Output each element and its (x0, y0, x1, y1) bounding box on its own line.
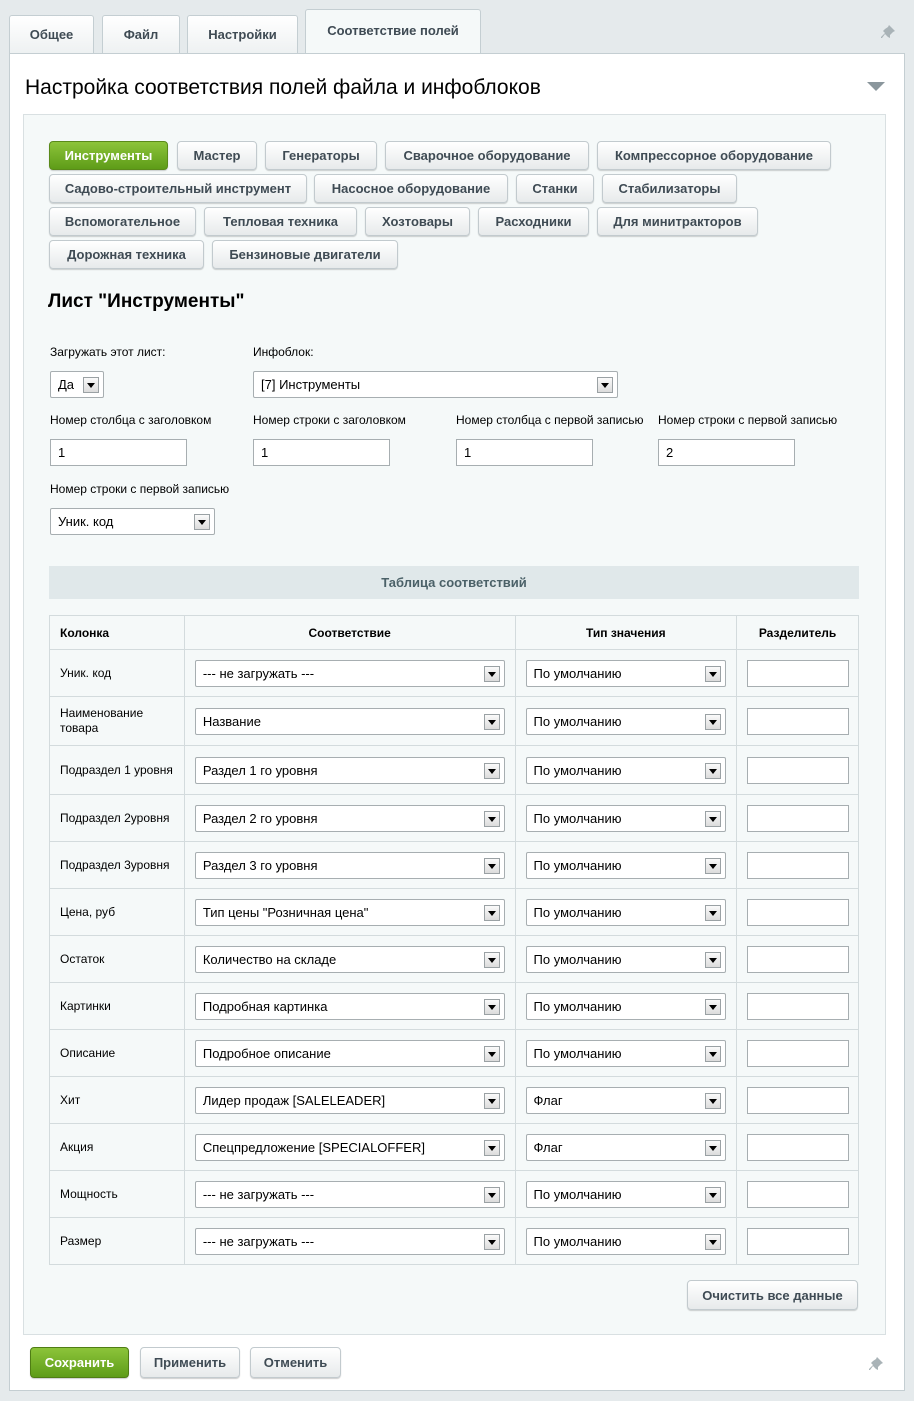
column-header-mapping: Соответствие (184, 616, 515, 650)
separator-input[interactable] (747, 899, 849, 926)
mapping-value: Подробная картинка (202, 998, 328, 1014)
value-type-value: По умолчанию (533, 713, 622, 729)
mapping-table-caption: Таблица соответствий (49, 566, 859, 599)
column-name-cell: Уник. код (50, 650, 185, 697)
separator-cell (737, 1218, 859, 1265)
value-type-select[interactable] (526, 993, 727, 1020)
sheet-button-instruments[interactable]: Инструменты (49, 141, 168, 170)
column-name-cell: Остаток (50, 936, 185, 983)
value-type-value: По умолчанию (533, 762, 622, 778)
mapping-select[interactable] (195, 852, 505, 879)
type-cell (515, 1124, 737, 1171)
chevron-down-icon[interactable] (484, 666, 500, 682)
key-field-value: Уник. код (58, 514, 114, 529)
column-name-cell: Подраздел 2уровня (50, 795, 185, 842)
type-cell (515, 1030, 737, 1077)
value-type-value: По умолчанию (533, 1186, 622, 1202)
value-type-select[interactable] (526, 1228, 727, 1255)
chevron-down-icon[interactable] (194, 514, 210, 530)
value-type-select[interactable] (526, 660, 727, 687)
separator-cell (737, 795, 859, 842)
mapping-select[interactable] (195, 946, 505, 973)
value-type-select[interactable] (526, 899, 727, 926)
load-sheet-value: Да (58, 377, 75, 392)
chevron-down-icon[interactable] (484, 858, 500, 874)
column-header-column: Колонка (50, 616, 185, 650)
chevron-down-icon[interactable] (705, 1140, 721, 1156)
separator-cell (737, 889, 859, 936)
type-cell (515, 1077, 737, 1124)
column-name-cell: Мощность (50, 1171, 185, 1218)
value-type-select[interactable] (526, 757, 727, 784)
mapping-cell (184, 795, 515, 842)
separator-input[interactable] (747, 805, 849, 832)
table-row (50, 983, 859, 1030)
collapse-arrow-icon[interactable] (867, 82, 885, 91)
iblock-select[interactable] (253, 371, 618, 398)
table-row (50, 697, 859, 746)
type-cell (515, 936, 737, 983)
separator-cell (737, 1030, 859, 1077)
mapping-table (49, 615, 859, 1265)
separator-input[interactable] (747, 1228, 849, 1255)
separator-cell (737, 1124, 859, 1171)
separator-cell (737, 842, 859, 889)
sheet-button-pumps[interactable]: Насосное оборудование (314, 174, 508, 203)
column-name-cell: Описание (50, 1030, 185, 1077)
mapping-value: Тип цены "Розничная цена" (202, 904, 369, 920)
separator-input[interactable] (747, 1181, 849, 1208)
panel-title: Настройка соответствия полей файла и инфоблоков (25, 76, 541, 99)
table-row (50, 889, 859, 936)
separator-input[interactable] (747, 946, 849, 973)
tab-file[interactable]: Файл (102, 15, 180, 53)
mapping-cell (184, 1218, 515, 1265)
iblock-label: Инфоблок: (253, 345, 314, 359)
sheet-button-master[interactable]: Мастер (177, 141, 257, 170)
value-type-value: Флаг (533, 1139, 563, 1155)
column-name-cell: Цена, руб (50, 889, 185, 936)
separator-cell (737, 746, 859, 795)
pin-icon[interactable] (868, 1356, 884, 1372)
mapping-cell (184, 983, 515, 1030)
chevron-down-icon[interactable] (705, 905, 721, 921)
value-type-value: По умолчанию (533, 810, 622, 826)
chevron-down-icon[interactable] (597, 377, 613, 393)
chevron-down-icon[interactable] (705, 1234, 721, 1250)
mapping-cell (184, 1171, 515, 1218)
separator-cell (737, 1077, 859, 1124)
mapping-select[interactable] (195, 993, 505, 1020)
mapping-value: Спецпредложение [SPECIALOFFER] (202, 1139, 425, 1155)
column-header-type: Тип значения (515, 616, 737, 650)
sheet-button-engines[interactable]: Бензиновые двигатели (212, 240, 398, 269)
sheet-button-machines[interactable]: Станки (516, 174, 594, 203)
value-type-value: По умолчанию (533, 1045, 622, 1061)
cancel-button[interactable]: Отменить (250, 1347, 341, 1378)
value-type-select[interactable] (526, 805, 727, 832)
table-row (50, 1218, 859, 1265)
mapping-value: Подробное описание (202, 1045, 331, 1061)
save-button[interactable]: Сохранить (30, 1347, 129, 1378)
chevron-down-icon[interactable] (705, 1046, 721, 1062)
sheet-button-welding[interactable]: Сварочное оборудование (385, 141, 589, 170)
mapping-cell (184, 650, 515, 697)
separator-cell (737, 697, 859, 746)
type-cell (515, 1171, 737, 1218)
separator-input[interactable] (747, 993, 849, 1020)
value-type-select[interactable] (526, 1040, 727, 1067)
separator-cell (737, 983, 859, 1030)
mapping-cell (184, 1077, 515, 1124)
chevron-down-icon[interactable] (484, 714, 500, 730)
chevron-down-icon[interactable] (484, 1093, 500, 1109)
separator-input[interactable] (747, 852, 849, 879)
chevron-down-icon[interactable] (705, 1187, 721, 1203)
sheet-button-stabilizers[interactable]: Стабилизаторы (602, 174, 737, 203)
column-name-cell: Наименование товара (50, 697, 185, 746)
sheet-button-consumables[interactable]: Расходники (478, 207, 589, 236)
tab-field-mapping[interactable]: Соответствие полей (305, 9, 481, 54)
table-row (50, 795, 859, 842)
column-name-cell: Подраздел 1 уровня (50, 746, 185, 795)
mapping-select[interactable] (195, 757, 505, 784)
column-name-cell: Картинки (50, 983, 185, 1030)
load-sheet-label: Загружать этот лист: (50, 345, 166, 359)
mapping-select[interactable] (195, 805, 505, 832)
value-type-value: По умолчанию (533, 857, 622, 873)
chevron-down-icon[interactable] (484, 952, 500, 968)
type-cell (515, 889, 737, 936)
table-row (50, 936, 859, 983)
value-type-select[interactable] (526, 1087, 727, 1114)
column-header-separator: Разделитель (737, 616, 859, 650)
value-type-value: По умолчанию (533, 951, 622, 967)
header-row-input[interactable]: 1 (253, 439, 390, 466)
separator-cell (737, 936, 859, 983)
chevron-down-icon[interactable] (705, 952, 721, 968)
header-col-label: Номер столбца с заголовком (50, 413, 212, 427)
header-row-label: Номер строки с заголовком (253, 413, 406, 427)
type-cell (515, 842, 737, 889)
first-row-label: Номер строки с первой записью (658, 413, 838, 427)
column-name-cell: Акция (50, 1124, 185, 1171)
separator-input[interactable] (747, 708, 849, 735)
key-field-select[interactable] (50, 508, 215, 535)
apply-button[interactable]: Применить (140, 1347, 240, 1378)
separator-input[interactable] (747, 1040, 849, 1067)
type-cell (515, 650, 737, 697)
first-col-input[interactable]: 1 (456, 439, 593, 466)
first-row-input[interactable]: 2 (658, 439, 795, 466)
chevron-down-icon[interactable] (484, 1046, 500, 1062)
mapping-value: --- не загружать --- (202, 1233, 315, 1249)
mapping-value: Название (202, 713, 261, 729)
chevron-down-icon[interactable] (705, 811, 721, 827)
table-row (50, 1124, 859, 1171)
mapping-value: Раздел 3 го уровня (202, 857, 318, 873)
mapping-value: Раздел 1 го уровня (202, 762, 318, 778)
sheet-title: Лист "Инструменты" (48, 291, 245, 312)
chevron-down-icon[interactable] (484, 763, 500, 779)
value-type-value: По умолчанию (533, 998, 622, 1014)
separator-cell (737, 650, 859, 697)
separator-input[interactable] (747, 1087, 849, 1114)
table-row (50, 1030, 859, 1077)
chevron-down-icon[interactable] (705, 858, 721, 874)
chevron-down-icon[interactable] (705, 763, 721, 779)
mapping-value: Количество на складе (202, 951, 337, 967)
value-type-value: По умолчанию (533, 904, 622, 920)
mapping-select[interactable] (195, 660, 505, 687)
chevron-down-icon[interactable] (705, 999, 721, 1015)
sheet-button-heat[interactable]: Тепловая техника (204, 207, 357, 236)
sheet-button-compressors[interactable]: Компрессорное оборудование (597, 141, 831, 170)
chevron-down-icon[interactable] (705, 714, 721, 730)
type-cell (515, 746, 737, 795)
value-type-value: По умолчанию (533, 665, 622, 681)
separator-input[interactable] (747, 757, 849, 784)
type-cell (515, 795, 737, 842)
mapping-value: Лидер продаж [SALELEADER] (202, 1092, 386, 1108)
mapping-select[interactable] (195, 1134, 505, 1161)
mapping-select[interactable] (195, 1181, 505, 1208)
mapping-value: --- не загружать --- (202, 665, 315, 681)
separator-input[interactable] (747, 1134, 849, 1161)
clear-all-button[interactable]: Очистить все данные (687, 1280, 858, 1310)
column-name-cell: Хит (50, 1077, 185, 1124)
sheet-button-household[interactable]: Хозтовары (365, 207, 470, 236)
load-sheet-select[interactable] (50, 371, 104, 398)
column-name-cell: Подраздел 3уровня (50, 842, 185, 889)
tab-settings[interactable]: Настройки (187, 15, 298, 53)
table-row (50, 1077, 859, 1124)
sheet-button-garden[interactable]: Садово-строительный инструмент (49, 174, 307, 203)
value-type-select[interactable] (526, 946, 727, 973)
mapping-select[interactable] (195, 1087, 505, 1114)
value-type-select[interactable] (526, 1181, 727, 1208)
chevron-down-icon[interactable] (484, 999, 500, 1015)
mapping-cell (184, 1124, 515, 1171)
mapping-select[interactable] (195, 708, 505, 735)
type-cell (515, 983, 737, 1030)
table-row (50, 1171, 859, 1218)
column-name-cell: Размер (50, 1218, 185, 1265)
chevron-down-icon[interactable] (705, 1093, 721, 1109)
type-cell (515, 697, 737, 746)
chevron-down-icon[interactable] (705, 666, 721, 682)
first-col-label: Номер столбца с первой записью (456, 413, 644, 427)
mapping-cell (184, 889, 515, 936)
type-cell (515, 1218, 737, 1265)
value-type-select[interactable] (526, 852, 727, 879)
sheet-button-auxiliary[interactable]: Вспомогательное (49, 207, 196, 236)
mapping-cell (184, 746, 515, 795)
chevron-down-icon[interactable] (484, 811, 500, 827)
chevron-down-icon[interactable] (83, 377, 99, 393)
mapping-cell (184, 936, 515, 983)
chevron-down-icon[interactable] (484, 1187, 500, 1203)
mapping-cell (184, 1030, 515, 1077)
key-field-label: Номер строки с первой записью (50, 482, 230, 496)
separator-input[interactable] (747, 660, 849, 687)
value-type-value: По умолчанию (533, 1233, 622, 1249)
mapping-select[interactable] (195, 1040, 505, 1067)
chevron-down-icon[interactable] (484, 905, 500, 921)
sheet-button-generators[interactable]: Генераторы (265, 141, 377, 170)
value-type-select[interactable] (526, 1134, 727, 1161)
chevron-down-icon[interactable] (484, 1234, 500, 1250)
header-col-input[interactable]: 1 (50, 439, 187, 466)
mapping-value: --- не загружать --- (202, 1186, 315, 1202)
mapping-select[interactable] (195, 1228, 505, 1255)
mapping-value: Раздел 2 го уровня (202, 810, 318, 826)
table-row (50, 650, 859, 697)
sheet-button-minitractors[interactable]: Для минитракторов (597, 207, 758, 236)
value-type-value: Флаг (533, 1092, 563, 1108)
mapping-select[interactable] (195, 899, 505, 926)
separator-cell (737, 1171, 859, 1218)
table-row (50, 746, 859, 795)
iblock-value: [7] Инструменты (261, 377, 361, 392)
table-row (50, 842, 859, 889)
value-type-select[interactable] (526, 708, 727, 735)
tab-general[interactable]: Общее (9, 15, 94, 53)
chevron-down-icon[interactable] (484, 1140, 500, 1156)
mapping-cell (184, 842, 515, 889)
pin-icon[interactable] (880, 24, 896, 40)
sheet-button-road[interactable]: Дорожная техника (49, 240, 204, 269)
mapping-cell (184, 697, 515, 746)
